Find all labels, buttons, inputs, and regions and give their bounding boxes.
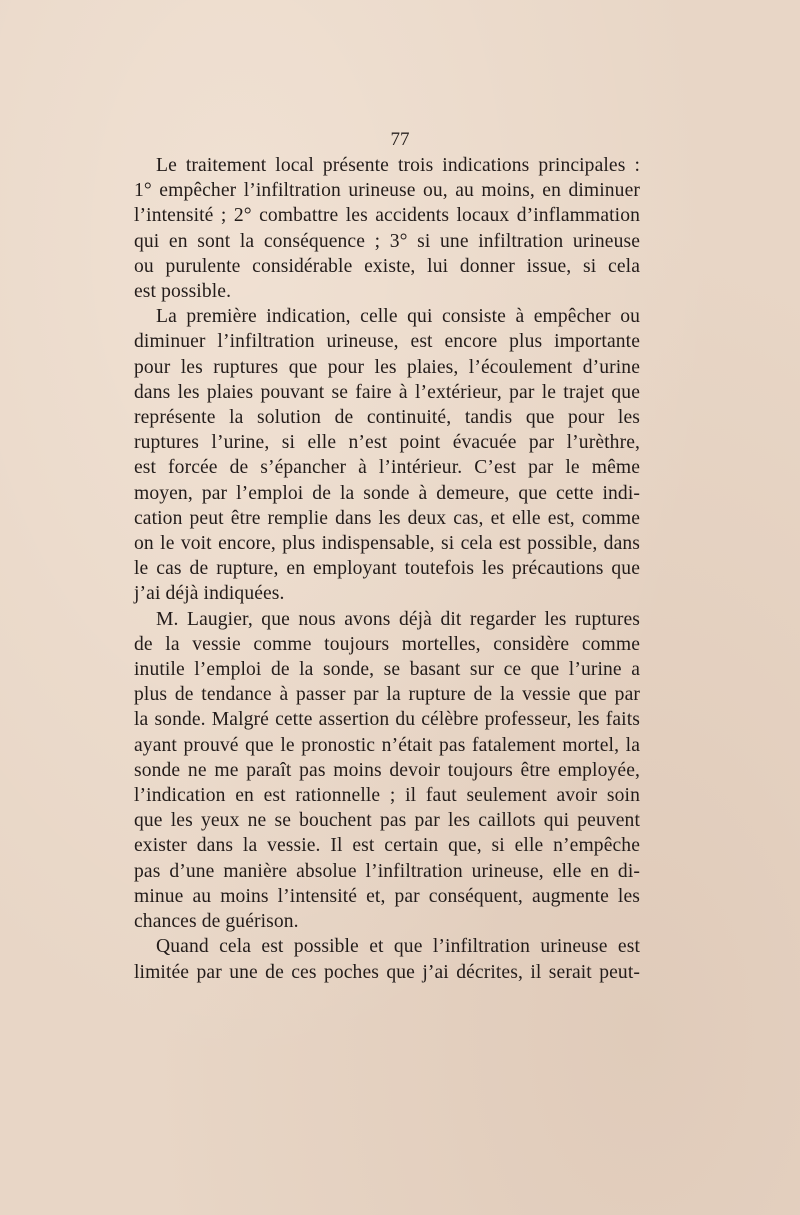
text-body xyxy=(134,153,640,985)
text-line: de la vessie comme toujours mortelles, considère comme xyxy=(134,633,640,655)
text-line: sonde ne me paraît pas moins devoir toujours être employée, xyxy=(134,759,640,781)
text-line: cation peut être remplie dans les deux cas, et elle est, comme xyxy=(134,507,640,529)
paragraph xyxy=(134,304,640,606)
text-line: pour les ruptures que pour les plaies, l’écoulement d’urine xyxy=(134,356,640,378)
text-line: pas d’une manière absolue l’infiltration urineuse, elle en di- xyxy=(134,860,640,882)
text-line: plus de tendance à passer par la rupture de la vessie que par xyxy=(134,684,640,706)
text-line: chances de guérison. xyxy=(134,911,299,933)
text-line: limitée par une de ces poches que j’ai décrites, il serait peut- xyxy=(134,961,640,983)
text-line: Quand cela est possible et que l’infiltration urineuse est xyxy=(156,936,640,958)
text-line: l’intensité ; 2° combattre les accidents locaux d’inflammation xyxy=(134,205,640,227)
text-line: représente la solution de continuité, tandis que pour les xyxy=(134,407,640,429)
text-line: M. Laugier, que nous avons déjà dit regarder les ruptures xyxy=(156,608,640,630)
text-line: La première indication, celle qui consiste à empêcher ou xyxy=(156,306,640,328)
text-line: la sonde. Malgré cette assertion du célèbre professeur, les faits xyxy=(134,709,640,731)
paragraph xyxy=(134,153,640,304)
page-number: 77 xyxy=(390,129,410,150)
text-line: exister dans la vessie. Il est certain que, si elle n’empêche xyxy=(134,835,640,857)
text-line: minue au moins l’intensité et, par conséquent, augmente les xyxy=(134,885,640,907)
text-line: est possible. xyxy=(134,281,232,303)
text-line: 1° empêcher l’infiltration urineuse ou, au moins, en diminuer xyxy=(134,180,640,202)
text-line: est forcée de s’épancher à l’intérieur. C’est par le même xyxy=(134,457,640,479)
text-line: j’ai déjà indiquées. xyxy=(134,583,285,605)
text-line: inutile l’emploi de la sonde, se basant sur ce que l’urine a xyxy=(134,659,640,681)
text-line: diminuer l’infiltration urineuse, est encore plus importante xyxy=(134,331,640,353)
paragraph xyxy=(134,934,640,984)
text-line: Le traitement local présente trois indications principales : xyxy=(156,155,640,176)
paragraph xyxy=(134,607,640,935)
text-line: que les yeux ne se bouchent pas par les caillots qui peuvent xyxy=(134,810,640,832)
text-line: on le voit encore, plus indispensable, si cela est possible, dans xyxy=(134,533,640,555)
text-line: l’indication en est rationnelle ; il faut seulement avoir soin xyxy=(134,785,640,807)
text-line: moyen, par l’emploi de la sonde à demeure, que cette indi- xyxy=(134,482,640,504)
text-line: ayant prouvé que le pronostic n’était pas fatalement mortel, la xyxy=(134,734,640,756)
text-line: ou purulente considérable existe, lui donner issue, si cela xyxy=(134,255,640,277)
text-line: ruptures l’urine, si elle n’est point évacuée par l’urèthre, xyxy=(134,432,640,454)
text-line: qui en sont la conséquence ; 3° si une infiltration urineuse xyxy=(134,230,640,252)
text-line: le cas de rupture, en employant toutefois les précautions que xyxy=(134,558,640,580)
text-line: dans les plaies pouvant se faire à l’extérieur, par le trajet que xyxy=(134,381,640,403)
